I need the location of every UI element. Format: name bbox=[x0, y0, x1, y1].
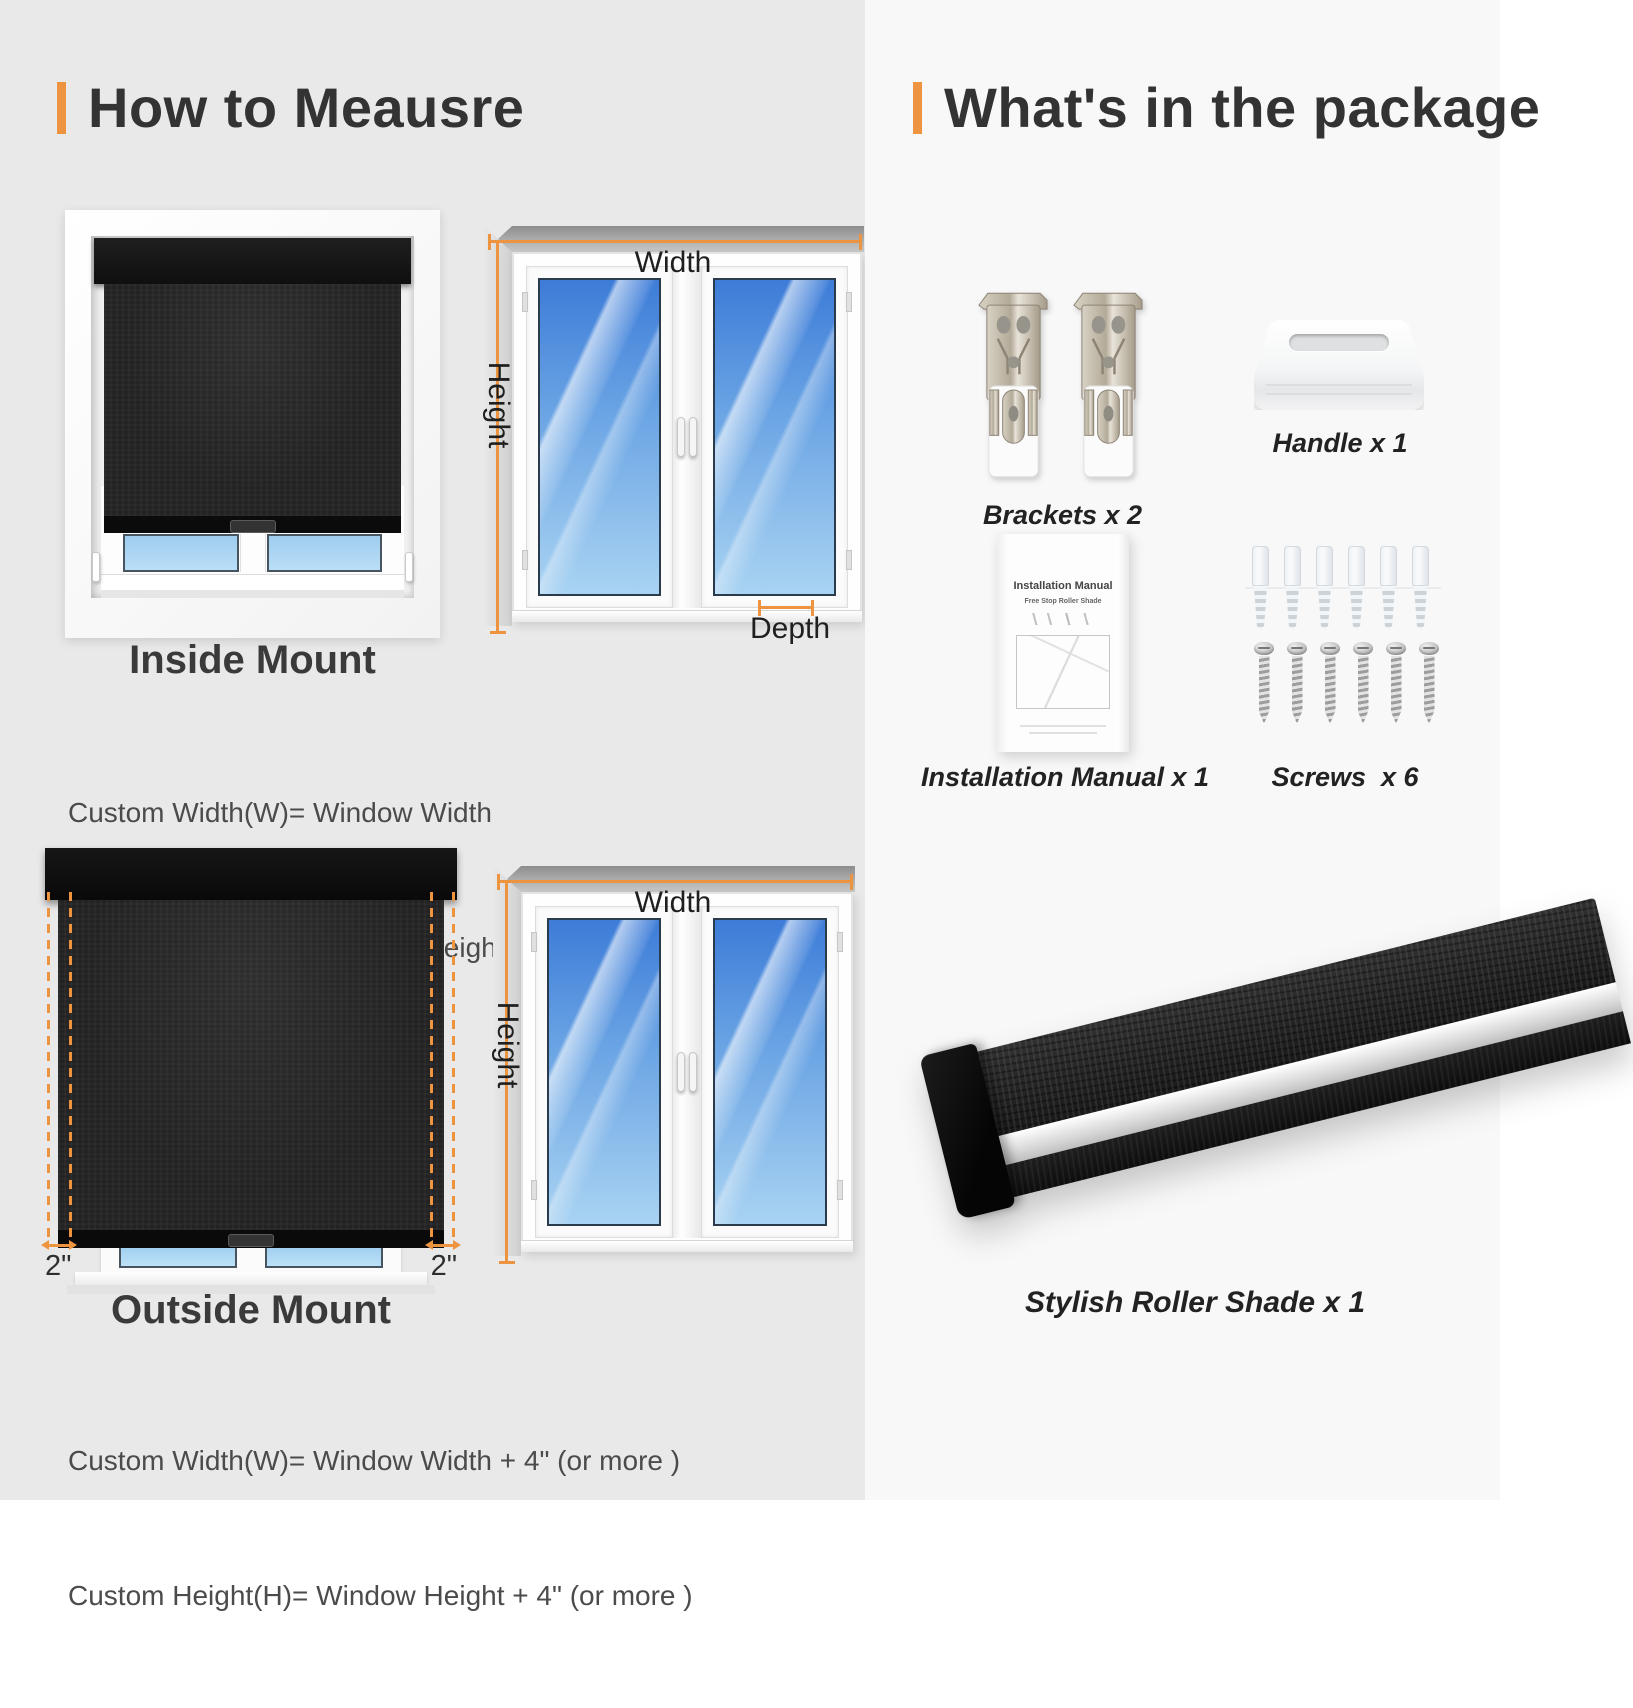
manual-cover-diagram bbox=[1016, 635, 1110, 709]
screw bbox=[1386, 642, 1406, 727]
window-glass bbox=[547, 918, 661, 1226]
anchor-cap bbox=[1412, 546, 1429, 586]
screw-shaft bbox=[1325, 656, 1336, 724]
handle-grooves bbox=[1266, 384, 1412, 395]
manual-label: Installation Manual x 1 bbox=[920, 762, 1210, 792]
screw-head bbox=[1386, 642, 1406, 655]
measure-title: How to Meausre bbox=[88, 76, 525, 139]
shade-cassette bbox=[45, 848, 457, 900]
anchor-rib bbox=[1414, 587, 1427, 631]
window-handle bbox=[677, 417, 685, 457]
package-contents-section bbox=[865, 0, 1541, 1500]
measurement-window-outside bbox=[487, 858, 859, 1278]
window-hinge bbox=[522, 292, 528, 312]
spec-line: Custom Width(W)= Window Width + 4" (or more ) bbox=[68, 1445, 681, 1476]
section-title-how-to-measure bbox=[57, 76, 525, 139]
bracket-illustration bbox=[977, 289, 1050, 487]
how-to-measure-section bbox=[0, 0, 865, 1611]
wall-anchor bbox=[1283, 546, 1302, 632]
window-hinge bbox=[846, 292, 852, 312]
measure-tick bbox=[499, 1261, 515, 1264]
wall-anchor bbox=[1347, 546, 1366, 632]
window-hinge bbox=[531, 1180, 537, 1200]
inside-mount-heading: Inside Mount bbox=[129, 638, 376, 682]
anchor-cap bbox=[1380, 546, 1397, 586]
spec-line: Custom Width(W)= Window Width bbox=[68, 797, 492, 828]
screw-head bbox=[1320, 642, 1340, 655]
shade-bottom-bar bbox=[104, 516, 401, 533]
anchor-rib bbox=[1350, 587, 1363, 631]
screw-shaft bbox=[1259, 656, 1270, 724]
window-hinge bbox=[522, 550, 528, 570]
anchor-rib bbox=[1318, 587, 1331, 631]
outside-mount-figure bbox=[45, 840, 457, 1295]
screw-head bbox=[1254, 642, 1274, 655]
roller-shade-illustration bbox=[935, 898, 1631, 1208]
section-title-package bbox=[913, 76, 1541, 139]
shade-cassette bbox=[94, 238, 411, 284]
anchor-cap bbox=[1316, 546, 1333, 586]
gap-label-right: 2" bbox=[430, 1250, 457, 1282]
screws-label: Screws x 6 bbox=[1271, 762, 1419, 792]
screw bbox=[1287, 642, 1307, 727]
accent-bar bbox=[913, 82, 922, 134]
window-mullion bbox=[673, 266, 701, 608]
measure-tick bbox=[490, 631, 506, 634]
window-hinge bbox=[846, 550, 852, 570]
screw-head bbox=[1353, 642, 1373, 655]
manual-cover-title: Installation Manual bbox=[1013, 580, 1113, 592]
screw-head bbox=[1419, 642, 1439, 655]
shade-fabric bbox=[104, 284, 401, 516]
screw-shaft bbox=[1391, 656, 1402, 724]
shade-pull-tab bbox=[230, 520, 276, 533]
window-handle bbox=[405, 552, 413, 582]
screw-head bbox=[1287, 642, 1307, 655]
window-sill bbox=[521, 1240, 853, 1252]
wall-anchor bbox=[1379, 546, 1398, 632]
window-glass bbox=[713, 918, 827, 1226]
height-label: Height bbox=[482, 361, 515, 449]
window-panel-right bbox=[701, 266, 848, 608]
handle-label: Handle x 1 bbox=[1272, 428, 1408, 458]
screw bbox=[1353, 642, 1373, 727]
package-title: What's in the package bbox=[944, 76, 1541, 139]
width-label: Width bbox=[634, 246, 712, 279]
window-pane bbox=[119, 1246, 237, 1268]
spec-line: Custom Height(H)= Window Height + 4" (or more ) bbox=[68, 1580, 693, 1611]
screw-shaft bbox=[1424, 656, 1435, 724]
gap-arrow bbox=[48, 1244, 70, 1247]
screw bbox=[1254, 642, 1274, 727]
gap-arrow bbox=[432, 1244, 454, 1247]
gap-label-left: 2" bbox=[45, 1250, 72, 1282]
window-panel-left bbox=[535, 906, 673, 1238]
measurement-window-inside bbox=[478, 218, 868, 648]
measure-dash-line bbox=[47, 892, 50, 1242]
window-recess bbox=[91, 236, 414, 598]
shade-bottom-bar bbox=[58, 1230, 444, 1248]
roller-shade-label: Stylish Roller Shade x 1 bbox=[1024, 1286, 1366, 1319]
window-sill bbox=[101, 574, 404, 590]
bracket-illustration bbox=[1072, 289, 1145, 487]
window-pane bbox=[267, 534, 383, 572]
anchor-cap bbox=[1348, 546, 1365, 586]
manual-cover-fineprint bbox=[1020, 725, 1106, 727]
manual-cover-sketch bbox=[1028, 613, 1098, 625]
window-frame bbox=[521, 892, 853, 1252]
window-mullion bbox=[673, 906, 701, 1238]
window-handle bbox=[677, 1052, 685, 1092]
brackets-label: Brackets x 2 bbox=[982, 500, 1143, 530]
window-glass bbox=[538, 278, 661, 596]
screw-shaft bbox=[1292, 656, 1303, 724]
width-label: Width bbox=[634, 886, 712, 919]
anchor-rib bbox=[1286, 587, 1299, 631]
measure-dash-line bbox=[69, 892, 72, 1242]
shade-fabric bbox=[58, 900, 444, 1230]
screws bbox=[1254, 642, 1439, 727]
wall-anchor bbox=[1315, 546, 1334, 632]
manual-illustration bbox=[997, 534, 1129, 752]
manual-cover-subtitle: Free Stop Roller Shade bbox=[1024, 598, 1102, 605]
outside-mount-heading: Outside Mount bbox=[111, 1288, 391, 1332]
depth-measure-line bbox=[758, 606, 814, 609]
anchor-cap bbox=[1252, 546, 1269, 586]
window-hinge bbox=[531, 932, 537, 952]
outside-mount-specs bbox=[68, 1348, 693, 1708]
screw-shaft bbox=[1358, 656, 1369, 724]
window-sill-step bbox=[101, 590, 404, 598]
handle-illustration bbox=[1254, 320, 1424, 410]
measure-tick bbox=[490, 240, 506, 243]
window-pane bbox=[123, 534, 239, 572]
spec-line: Height bbox=[423, 932, 505, 963]
wall-anchor bbox=[1251, 546, 1270, 632]
width-measure-line bbox=[497, 880, 853, 883]
window-hinge bbox=[837, 932, 843, 952]
manual-cover-fineprint bbox=[1029, 732, 1097, 734]
window-sill bbox=[75, 1272, 427, 1285]
window-glass bbox=[713, 278, 836, 596]
window-handle bbox=[689, 417, 697, 457]
window-handle bbox=[92, 552, 100, 582]
wall-anchors bbox=[1251, 546, 1430, 632]
window-hinge bbox=[837, 1180, 843, 1200]
width-measure-line bbox=[488, 240, 862, 243]
measure-dash-line bbox=[452, 892, 455, 1242]
measure-tick bbox=[499, 880, 515, 883]
window-panel-left bbox=[526, 266, 673, 608]
handle-slot bbox=[1289, 334, 1389, 351]
measure-dash-line bbox=[430, 892, 433, 1242]
shade-pull-tab bbox=[228, 1234, 274, 1247]
anchor-rib bbox=[1254, 587, 1267, 631]
window-panel-right bbox=[701, 906, 839, 1238]
inside-mount-figure bbox=[65, 210, 440, 638]
window-mullion bbox=[240, 534, 266, 572]
window-handle bbox=[689, 1052, 697, 1092]
height-label: Height bbox=[491, 1001, 524, 1089]
window-pane bbox=[265, 1246, 383, 1268]
depth-label: Depth bbox=[750, 612, 831, 645]
accent-bar bbox=[57, 82, 66, 134]
screw bbox=[1320, 642, 1340, 727]
anchor-rib bbox=[1382, 587, 1395, 631]
wall-anchor bbox=[1411, 546, 1430, 632]
screw bbox=[1419, 642, 1439, 727]
anchor-cap bbox=[1284, 546, 1301, 586]
window-frame bbox=[512, 252, 862, 622]
